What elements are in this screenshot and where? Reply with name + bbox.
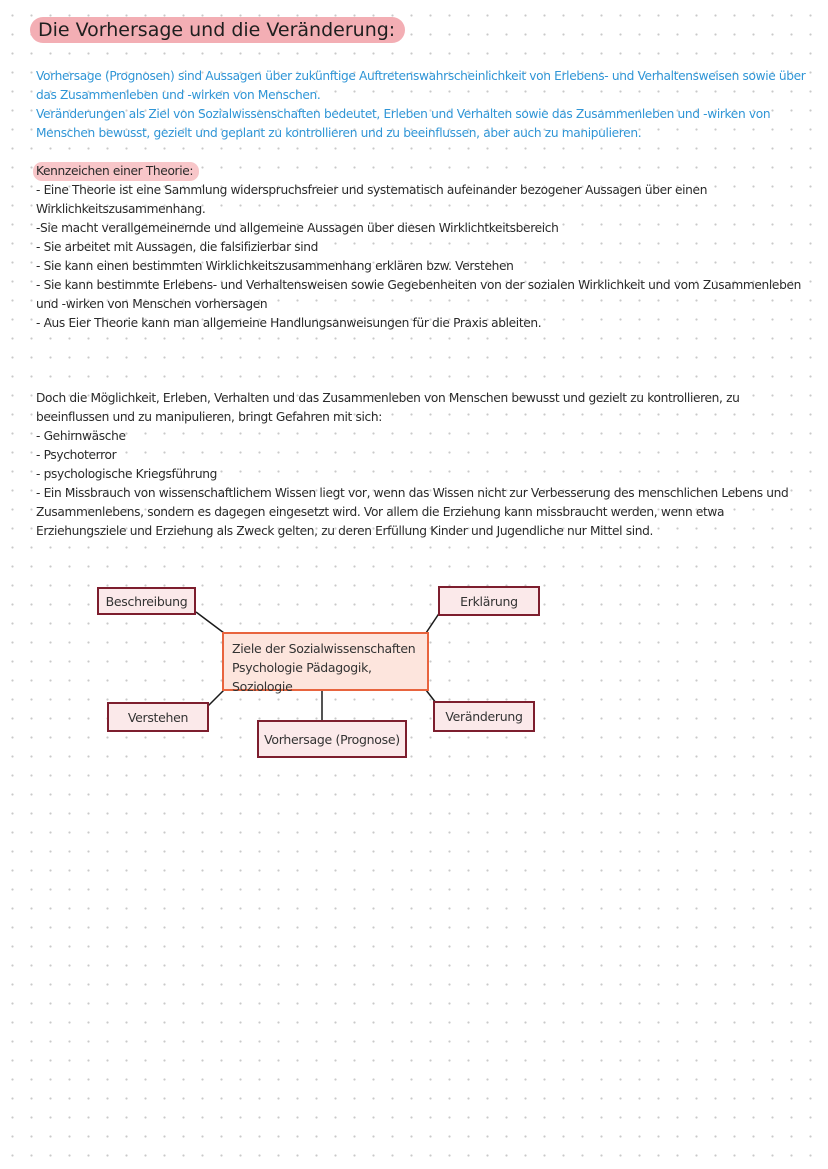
center-line-goals: Ziele der Sozialwissenschaften (232, 641, 416, 656)
theory-heading: Kennzeichen einer Theorie: (33, 162, 199, 181)
page-title: Die Vorhersage und die Veränderung: (30, 17, 405, 43)
node-beschreibung: Beschreibung (97, 587, 196, 615)
node-veraenderung: Veränderung (433, 701, 535, 732)
dangers-item: - psychologische Kriegsführung (36, 467, 217, 481)
connector-verstehen (208, 690, 224, 706)
theory-item: - Aus Eier Theorie kann man allgemeine Handlungsanweisungen für die Praxis ableiten. (36, 316, 542, 330)
diagram-center-node (222, 632, 429, 694)
theory-item: -Sie macht verallgemeinernde und allgemeine Aussagen über diesen Wirklichtkeitsbereich (36, 221, 559, 235)
intro-paragraph-prognosis: Vorhersage (Prognosen) sind Aussagen über zukünftige Auftretenswahrscheinlichkeit von Erlebens- und Verhaltensweisen sowie über das Zusammenleben und -wirken von Menschen. (36, 69, 806, 102)
theory-item: - Sie kann einen bestimmten Wirklichkeitszusammenhang erklären bzw. Verstehen (36, 259, 514, 273)
node-verstehen: Verstehen (107, 702, 209, 732)
intro-paragraph-change: Veränderungen als Ziel von Sozialwissenschaften bedeutet, Erleben und Verhalten sowie das Zusammenleben und -wirken von Menschen bewusst, gezielt und geplant zu kontrollieren und zu beeinflussen, aber auch zu manipulieren. (36, 107, 771, 140)
theory-item: - Sie arbeitet mit Aussagen, die falsifizierbar sind (36, 240, 319, 254)
theory-item: - Eine Theorie ist eine Sammlung widerspruchsfreier und systematisch aufeinander bezogener Aussagen über einen Wirklichkeitszusammenhang. (36, 183, 708, 216)
theory-item: - Sie kann bestimmte Erlebens- und Verhaltensweisen sowie Gegebenheiten von der sozialen Wirklichkeit und vom Zusammenleben und -wirken von Menschen vorhersagen (36, 278, 801, 311)
dangers-intro: Doch die Möglichkeit, Erleben, Verhalten und das Zusammenleben von Menschen bewusst und gezielt zu kontrollieren, zu beeinflussen und zu manipulieren, bringt Gefahren mit sich: (36, 391, 740, 424)
center-line-disciplines: Psychologie Pädagogik, Soziologie (232, 660, 372, 694)
dangers-item: - Ein Missbrauch von wissenschaftlichem Wissen liegt vor, wenn das Wissen nicht zur Verbesserung des menschlichen Lebens und Zusammenlebens, sondern es dagegen eingesetzt wird. Vor allem die Erziehung kann missbraucht werden, wenn etwa Erziehungsziele und Erziehung als Zweck gelten, zu deren Erfüllung Kinder und Jugendliche nur Mittel sind. (36, 486, 789, 538)
node-vorhersage: Vorhersage (Prognose) (257, 720, 407, 758)
connector-beschreibung (196, 612, 224, 633)
node-erklaerung: Erklärung (438, 586, 540, 616)
dangers-item: - Gehirnwäsche (36, 429, 126, 443)
dangers-item: - Psychoterror (36, 448, 117, 462)
